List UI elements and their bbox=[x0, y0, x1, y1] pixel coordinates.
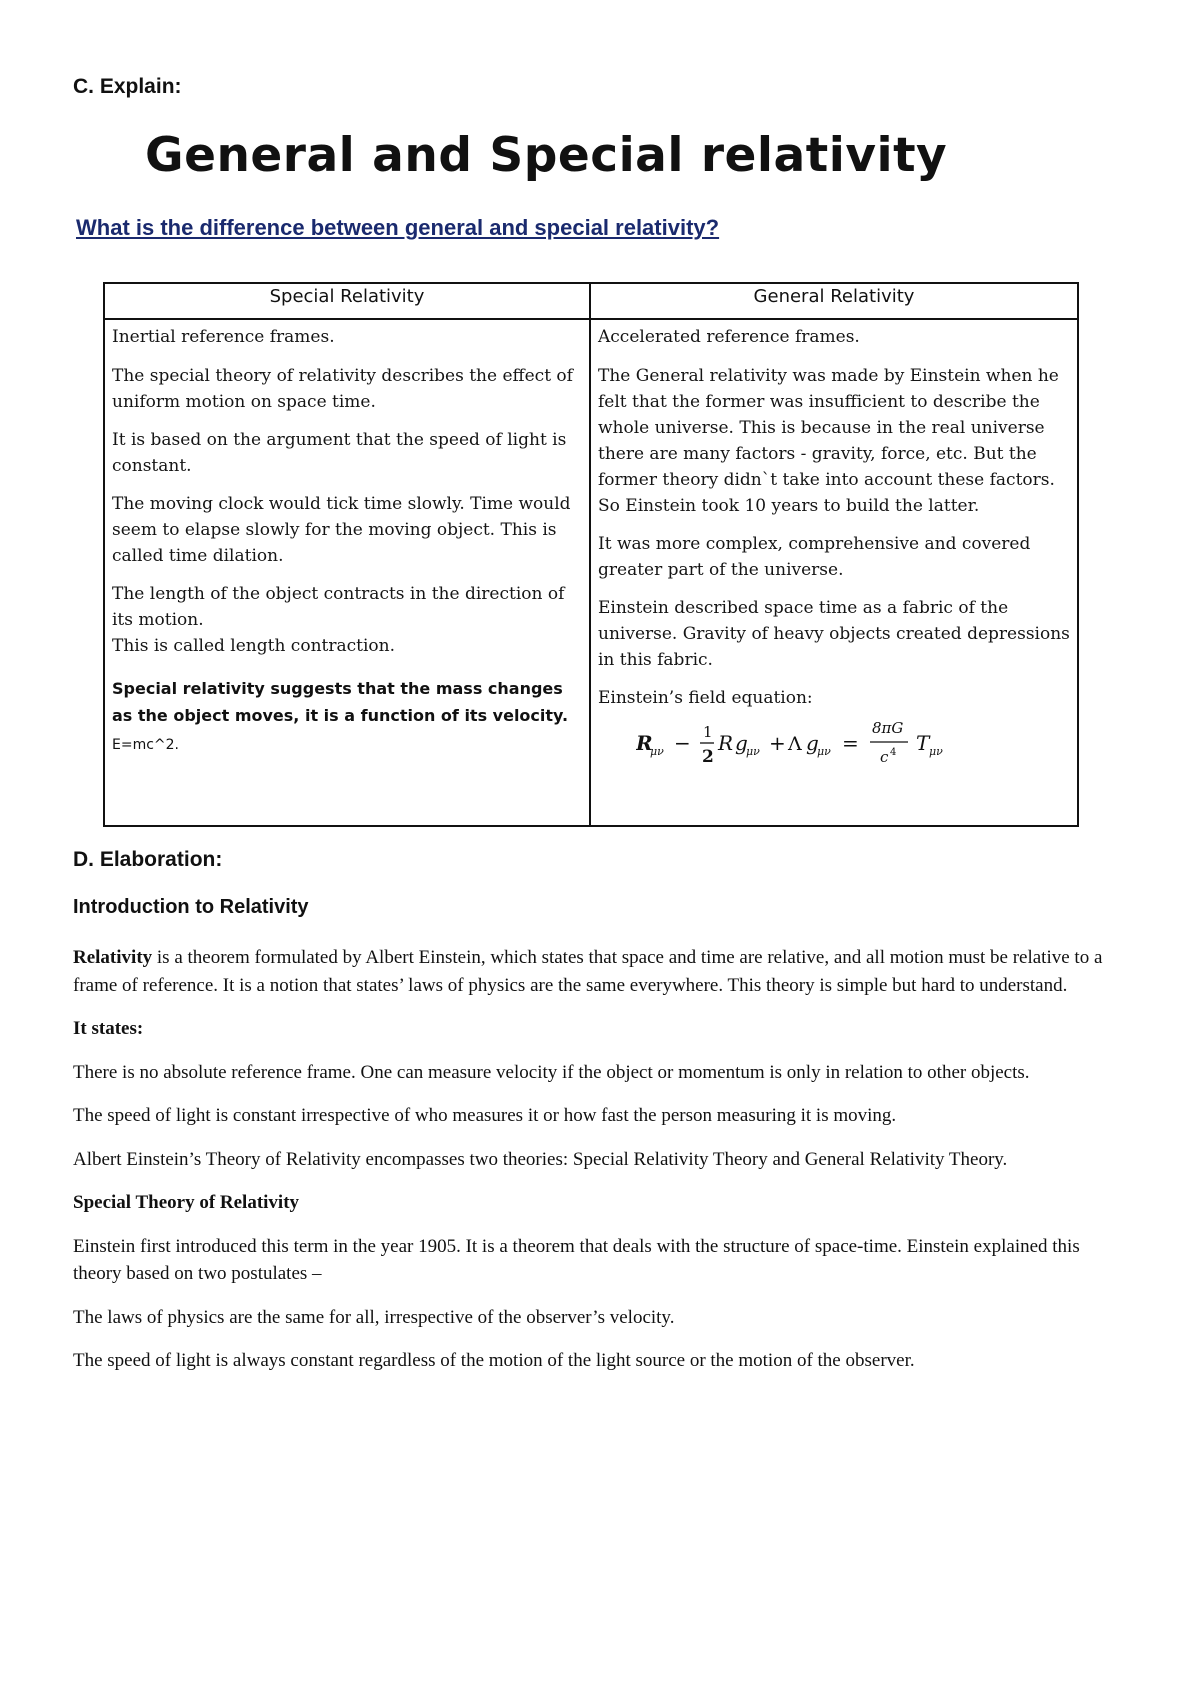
special-mass-note: Special relativity suggests that the mass changes as the object moves, it is a function of its velocity. bbox=[112, 679, 569, 725]
special-item: The special theory of relativity describes the effect of uniform motion on space time. bbox=[112, 366, 573, 412]
special-theory-label: Special Theory of Relativity bbox=[73, 1192, 300, 1213]
svg-text:c: c bbox=[880, 748, 889, 766]
svg-text:8πG: 8πG bbox=[872, 719, 904, 737]
svg-text:+: + bbox=[769, 731, 786, 755]
svg-text:2: 2 bbox=[702, 747, 714, 767]
it-states-label: It states: bbox=[73, 1018, 144, 1039]
paragraph: There is no absolute reference frame. One can measure velocity if the object or momentum is only in relation to other objects. bbox=[73, 1061, 1030, 1083]
svg-text:−: − bbox=[674, 731, 691, 755]
paragraph: The speed of light is constant irrespective of who measures it or how fast the person measuring it is moving. bbox=[73, 1105, 897, 1126]
field-equation-formula bbox=[636, 715, 1006, 773]
field-equation bbox=[636, 715, 1071, 778]
general-item: Einstein described space time as a fabric of the universe. Gravity of heavy objects created depressions in this fabric. bbox=[598, 598, 1070, 670]
table-body-row bbox=[104, 319, 1078, 826]
general-column bbox=[590, 319, 1078, 826]
svg-text:4: 4 bbox=[890, 747, 897, 758]
special-item: This is called length contraction. bbox=[112, 636, 395, 656]
general-item: Einstein’s field equation: bbox=[598, 688, 813, 708]
svg-text:1: 1 bbox=[703, 723, 713, 741]
relativity-term: Relativity bbox=[73, 947, 153, 968]
svg-text:μν: μν bbox=[929, 745, 943, 758]
paragraph: The speed of light is always constant regardless of the motion of the light source or the motion of the observer. bbox=[73, 1350, 915, 1371]
it-states-heading bbox=[73, 1015, 1133, 1043]
general-item: The General relativity was made by Einstein when he felt that the former was insufficient to describe the whole universe. This is because in the real universe there are many factors - gravity, force, etc. But the former theory didn`t take into account these factors. So Einstein took 10 years to build the latter. bbox=[598, 366, 1059, 516]
relativity-definition-text: is a theorem formulated by Albert Einstein, which states that space and time are relative, and all motion must be relative to a frame of reference. It is a notion that states’ laws of physics are the same everywhere. This theory is simple but hard to understand. bbox=[73, 947, 1103, 996]
svg-text:T: T bbox=[916, 731, 930, 755]
special-item: Inertial reference frames. bbox=[112, 327, 335, 347]
svg-text:g: g bbox=[735, 731, 748, 755]
section-d-heading: D. Elaboration: bbox=[73, 848, 223, 871]
subtitle-question: What is the difference between general and special relativity? bbox=[76, 215, 720, 240]
main-title: General and Special relativity bbox=[145, 128, 948, 183]
svg-text:R: R bbox=[636, 731, 653, 755]
svg-text:μν: μν bbox=[817, 745, 831, 758]
special-item: The length of the object contracts in the direction of its motion. bbox=[112, 584, 565, 630]
svg-text:μν: μν bbox=[746, 745, 760, 758]
intro-heading: Introduction to Relativity bbox=[73, 896, 309, 918]
header-general: General Relativity bbox=[590, 283, 1078, 319]
svg-text:R: R bbox=[718, 731, 734, 755]
svg-text:Λ: Λ bbox=[788, 733, 802, 755]
special-column bbox=[104, 319, 590, 826]
general-item: It was more complex, comprehensive and covered greater part of the universe. bbox=[598, 534, 1031, 580]
paragraph: Albert Einstein’s Theory of Relativity encompasses two theories: Special Relativity Theory and General Relativity Theory. bbox=[73, 1148, 1008, 1170]
table-header-row bbox=[104, 283, 1078, 319]
svg-text:g: g bbox=[806, 731, 819, 755]
body-text bbox=[73, 944, 1133, 1391]
general-item: Accelerated reference frames. bbox=[598, 327, 860, 347]
special-formula: E=mc^2. bbox=[112, 737, 179, 753]
svg-text:μν: μν bbox=[650, 745, 664, 758]
svg-text:=: = bbox=[842, 731, 859, 755]
special-theory-heading bbox=[73, 1189, 1133, 1217]
header-special: Special Relativity bbox=[104, 283, 590, 319]
paragraph: The laws of physics are the same for all, irrespective of the observer’s velocity. bbox=[73, 1306, 675, 1328]
special-item: It is based on the argument that the speed of light is constant. bbox=[112, 430, 567, 476]
relativity-definition bbox=[73, 944, 1133, 999]
section-c-heading: C. Explain: bbox=[73, 75, 182, 98]
special-item: The moving clock would tick time slowly. Time would seem to elapse slowly for the moving object. This is called time dilation. bbox=[112, 494, 571, 566]
comparison-table bbox=[103, 282, 1079, 827]
paragraph: Einstein first introduced this term in the year 1905. It is a theorem that deals with the structure of space-time. Einstein explained this theory based on two postulates – bbox=[73, 1235, 1080, 1284]
